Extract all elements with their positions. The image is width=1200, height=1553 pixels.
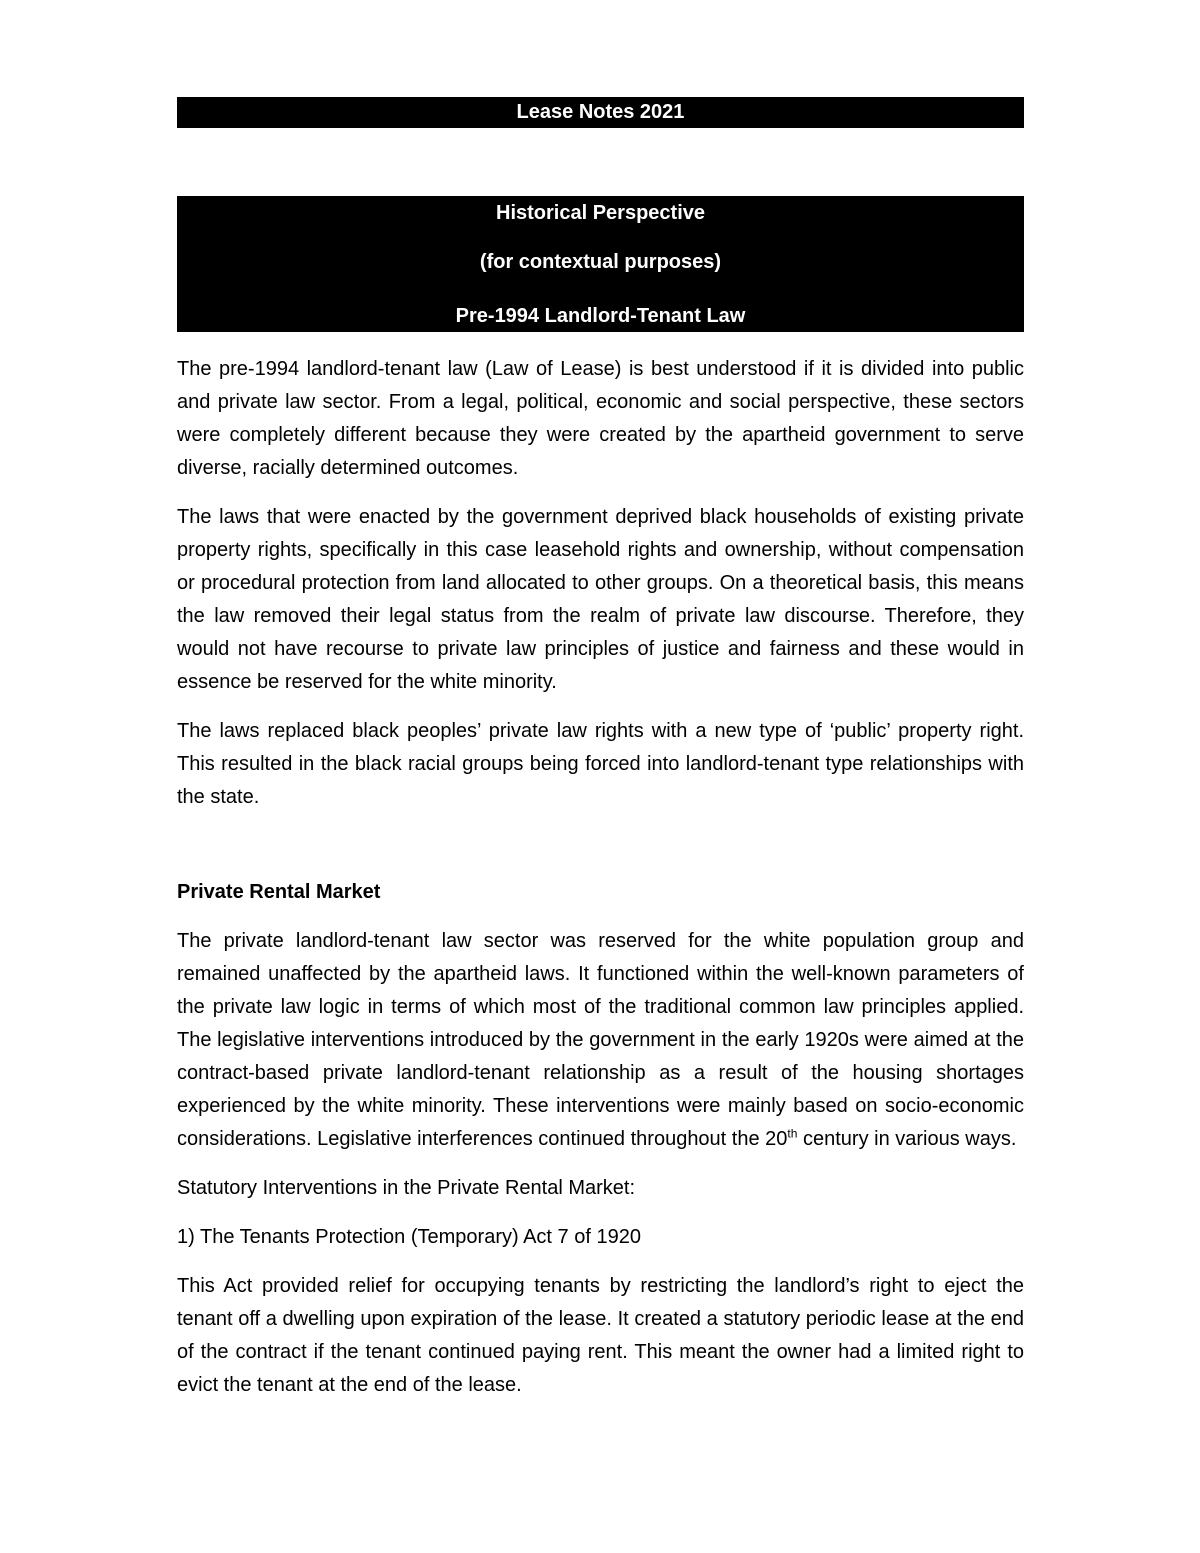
act-heading: 1) The Tenants Protection (Temporary) Act 7 of 1920 [177, 1226, 641, 1248]
statutory-interventions-heading: Statutory Interventions in the Private Rental Market: [177, 1177, 635, 1199]
paragraph-private-sector [177, 925, 1024, 1156]
paragraph-laws-replaced: The laws replaced black peoples’ private law rights with a new type of ‘public’ property right. This resulted in the black racial groups being forced into landlord-tenant type relationships with the state. [177, 720, 1024, 808]
section-heading-private-rental: Private Rental Market [177, 881, 381, 903]
intro-section [177, 353, 1024, 814]
paragraph-pre1994-law: The pre-1994 landlord-tenant law (Law of Lease) is best understood if it is divided into public and private law sector. From a legal, political, economic and social perspective, these sectors were completely different because they were created by the apartheid government to serve diverse, racially determined outcomes. [177, 358, 1024, 479]
document-title: Lease Notes 2021 [177, 97, 1024, 128]
historical-perspective-heading [177, 196, 1024, 332]
heading-line-historical: Historical Perspective [496, 202, 705, 224]
paragraph-private-sector-end: century in various ways. [797, 1128, 1017, 1150]
private-rental-section [177, 876, 1024, 1402]
paragraph-act-relief: This Act provided relief for occupying tenants by restricting the landlord’s right to eject the tenant off a dwelling upon expiration of the lease. It created a statutory periodic lease at the end of the contract if the tenant continued paying rent. This meant the owner had a limited right to evict the tenant at the end of the lease. [177, 1275, 1024, 1396]
superscript-th: th [787, 1126, 798, 1141]
heading-line-pre1994: Pre-1994 Landlord-Tenant Law [455, 305, 746, 327]
heading-line-contextual: (for contextual purposes) [479, 251, 722, 273]
paragraph-laws-enacted: The laws that were enacted by the government deprived black households of existing private property rights, specifically in this case leasehold rights and ownership, without compensation or procedural protection from land allocated to other groups. On a theoretical basis, this means the law removed their legal status from the realm of private law discourse. Therefore, they would not have recourse to private law principles of justice and fairness and these would in essence be reserved for the white minority. [177, 506, 1024, 693]
paragraph-private-sector-text: The private landlord-tenant law sector was reserved for the white population group and remained unaffected by the apartheid laws. It functioned within the well-known parameters of the private law logic in terms of which most of the traditional common law principles applied. The legislative interventions introduced by the government in the early 1920s were aimed at the contract-based private landlord-tenant relationship as a result of the housing shortages experienced by the white minority. These interventions were mainly based on socio-economic considerations. Legislative interferences continued throughout the 20 [177, 930, 1024, 1150]
